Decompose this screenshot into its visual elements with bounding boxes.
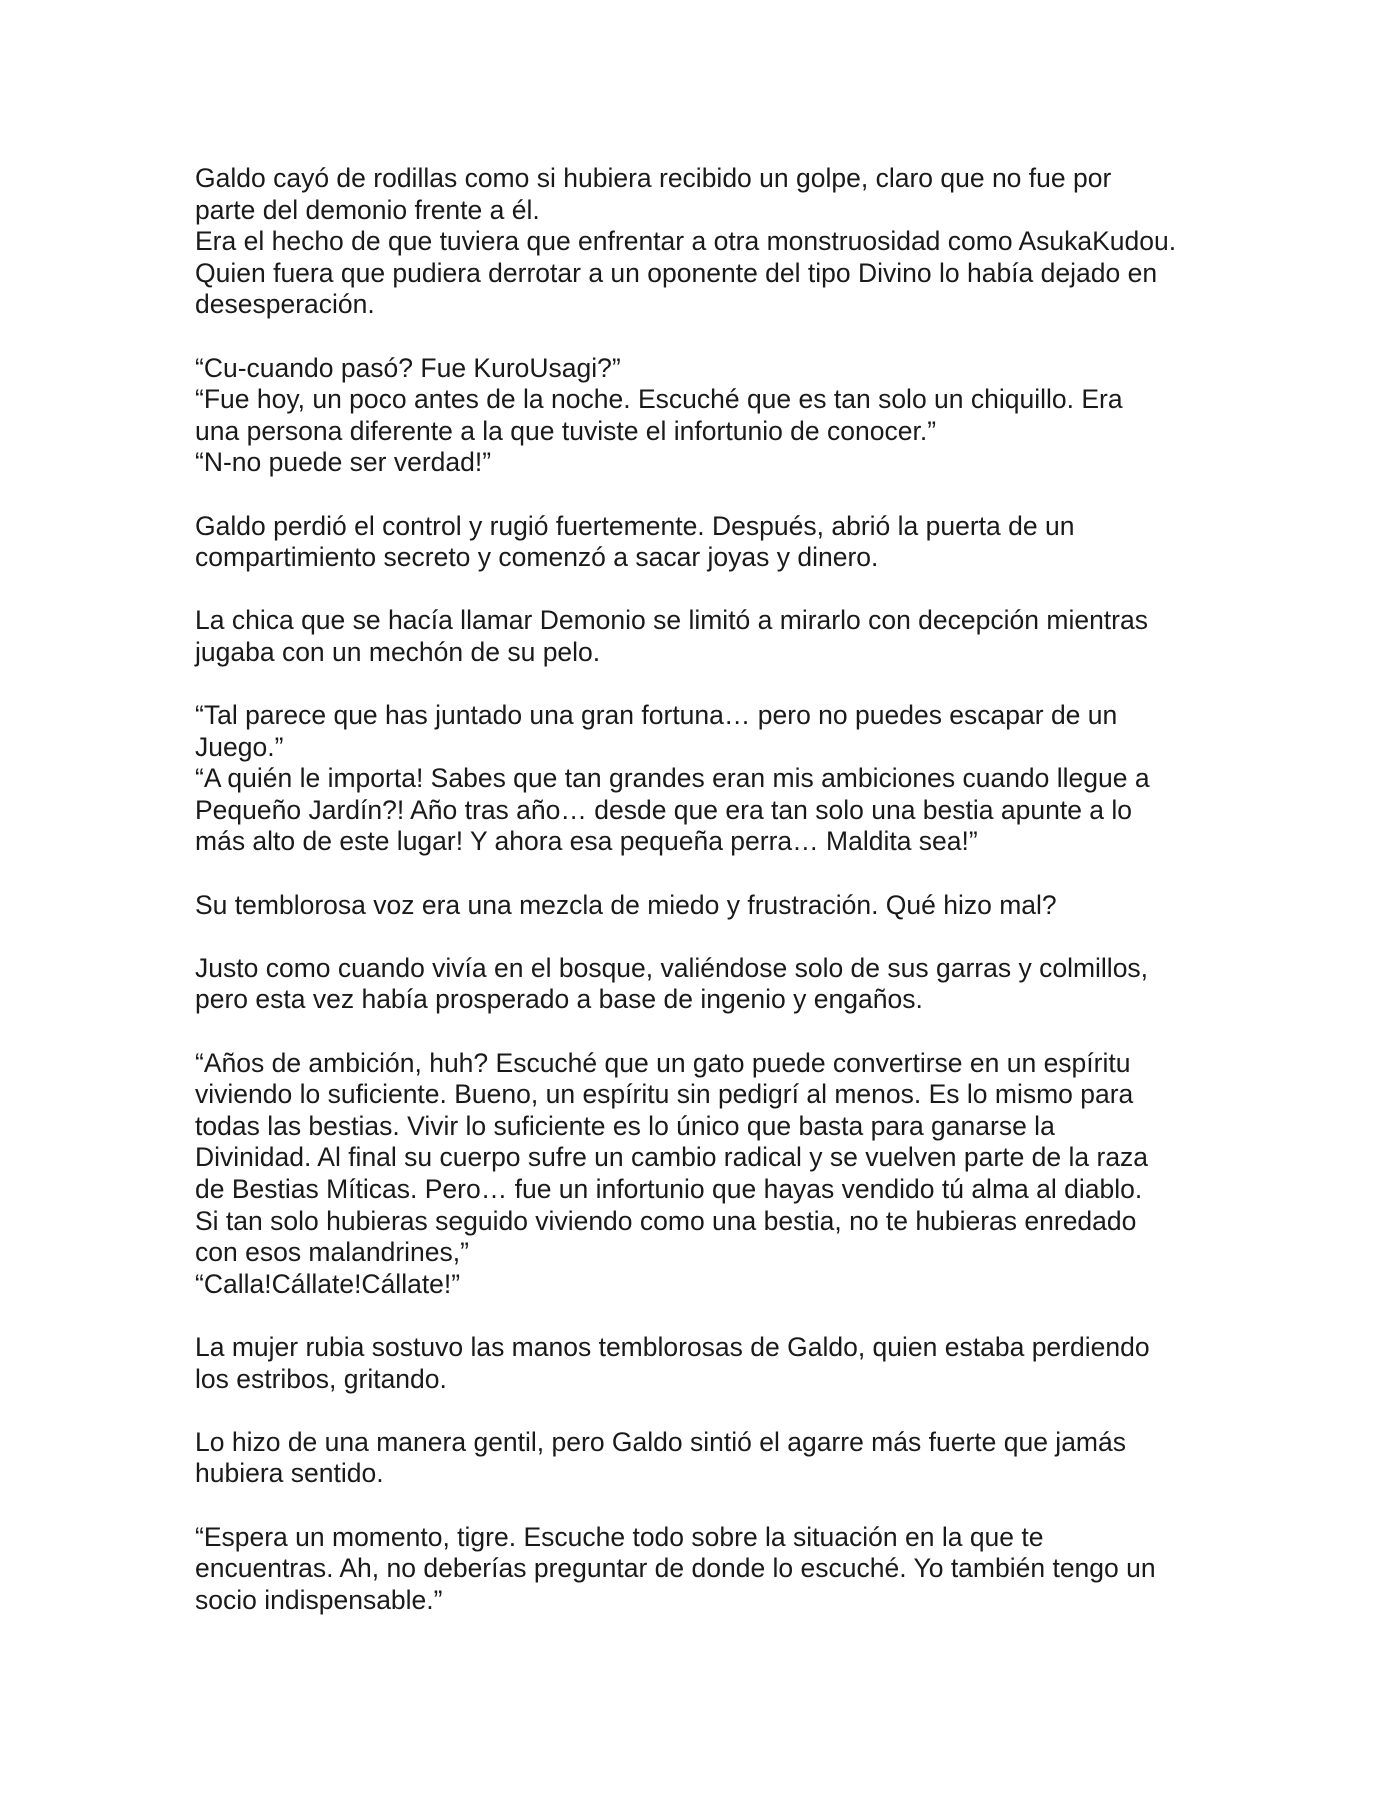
text-line: de Bestias Míticas. Pero… fue un infortunio que hayas vendido tú alma al diablo. xyxy=(195,1174,1143,1204)
dialogue-block xyxy=(195,1522,1225,1617)
text-line: Era el hecho de que tuviera que enfrentar a otra monstruosidad como AsukaKudou. xyxy=(195,226,1177,257)
text-line: Pequeño Jardín?! Año tras año… desde que era tan solo una bestia apunte a lo xyxy=(195,794,1133,825)
text-line: Galdo cayó de rodillas como si hubiera recibido un golpe, claro que no fue por xyxy=(195,163,1112,193)
paragraph xyxy=(195,1332,1225,1395)
text-line: Lo hizo de una manera gentil, pero Galdo sintió el agarre más fuerte que jamás xyxy=(195,1426,1126,1457)
dialogue-block xyxy=(195,353,1225,479)
text-line: viviendo lo suficiente. Bueno, un espíritu sin pedigrí al menos. Es lo mismo para xyxy=(195,1079,1134,1110)
text-line: “Años de ambición, huh? Escuché que un gato puede convertirse en un espíritu xyxy=(195,1047,1131,1078)
text-line: Quien fuera que pudiera derrotar a un oponente del tipo Divino lo había dejado en xyxy=(195,257,1158,288)
text-line: desesperación. xyxy=(195,289,375,320)
text-line: los estribos, gritando. xyxy=(195,1363,447,1394)
text-line: Galdo perdió el control y rugió fuertemente. Después, abrió la puerta de un xyxy=(195,510,1075,541)
text-line: pero esta vez había prosperado a base de ingenio y engaños. xyxy=(195,984,923,1015)
text-line: “Espera un momento, tigre. Escuche todo sobre la situación en la que te xyxy=(195,1521,1044,1552)
text-line: más alto de este lugar! Y ahora esa pequeña perra… Maldita sea!” xyxy=(195,826,978,857)
paragraph xyxy=(195,953,1225,1016)
text-line: parte del demonio frente a él. xyxy=(195,194,540,225)
paragraph xyxy=(195,1427,1225,1490)
text-line: Justo como cuando vivía en el bosque, valiéndose solo de sus garras y colmillos, xyxy=(195,952,1149,983)
text-line: La chica que se hacía llamar Demonio se limitó a mirarlo con decepción mientras xyxy=(195,605,1148,636)
text-line: “Calla!Cállate!Cállate!” xyxy=(195,1268,461,1299)
text-line: con esos malandrines,” xyxy=(195,1237,469,1268)
dialogue-block xyxy=(195,700,1225,858)
text-line: Juego.” xyxy=(195,731,284,762)
text-line: Divinidad. Al final su cuerpo sufre un cambio radical y se vuelven parte de la raza xyxy=(195,1142,1149,1173)
document-page xyxy=(195,163,1225,1616)
paragraph xyxy=(195,511,1225,574)
paragraph xyxy=(195,890,1225,922)
paragraph xyxy=(195,605,1225,668)
text-line: encuentras. Ah, no deberías preguntar de donde lo escuché. Yo también tengo un xyxy=(195,1553,1156,1584)
text-line: “Cu-cuando pasó? Fue KuroUsagi?” xyxy=(195,352,621,383)
text-line: jugaba con un mechón de su pelo. xyxy=(195,636,601,667)
text-line: “Fue hoy, un poco antes de la noche. Escuché que es tan solo un chiquillo. Era xyxy=(195,384,1123,415)
text-line: “N-no puede ser verdad!” xyxy=(195,447,492,478)
dialogue-block xyxy=(195,1048,1225,1301)
text-line: compartimiento secreto y comenzó a sacar joyas y dinero. xyxy=(195,542,879,573)
text-line: Su temblorosa voz era una mezcla de miedo y frustración. Qué hizo mal? xyxy=(195,889,1057,920)
text-line: socio indispensable.” xyxy=(195,1584,443,1615)
text-line: “Tal parece que has juntado una gran fortuna… pero no puedes escapar de un xyxy=(195,700,1118,731)
text-line: La mujer rubia sostuvo las manos temblorosas de Galdo, quien estaba perdiendo xyxy=(195,1331,1150,1362)
text-line: todas las bestias. Vivir lo suficiente es lo único que basta para ganarse la xyxy=(195,1110,1055,1141)
text-line: “A quién le importa! Sabes que tan grandes eran mis ambiciones cuando llegue a xyxy=(195,763,1150,794)
text-line: hubiera sentido. xyxy=(195,1458,384,1489)
text-line: una persona diferente a la que tuviste el infortunio de conocer.” xyxy=(195,415,937,446)
text-line: Si tan solo hubieras seguido viviendo como una bestia, no te hubieras enredado xyxy=(195,1205,1137,1236)
paragraph xyxy=(195,163,1225,321)
